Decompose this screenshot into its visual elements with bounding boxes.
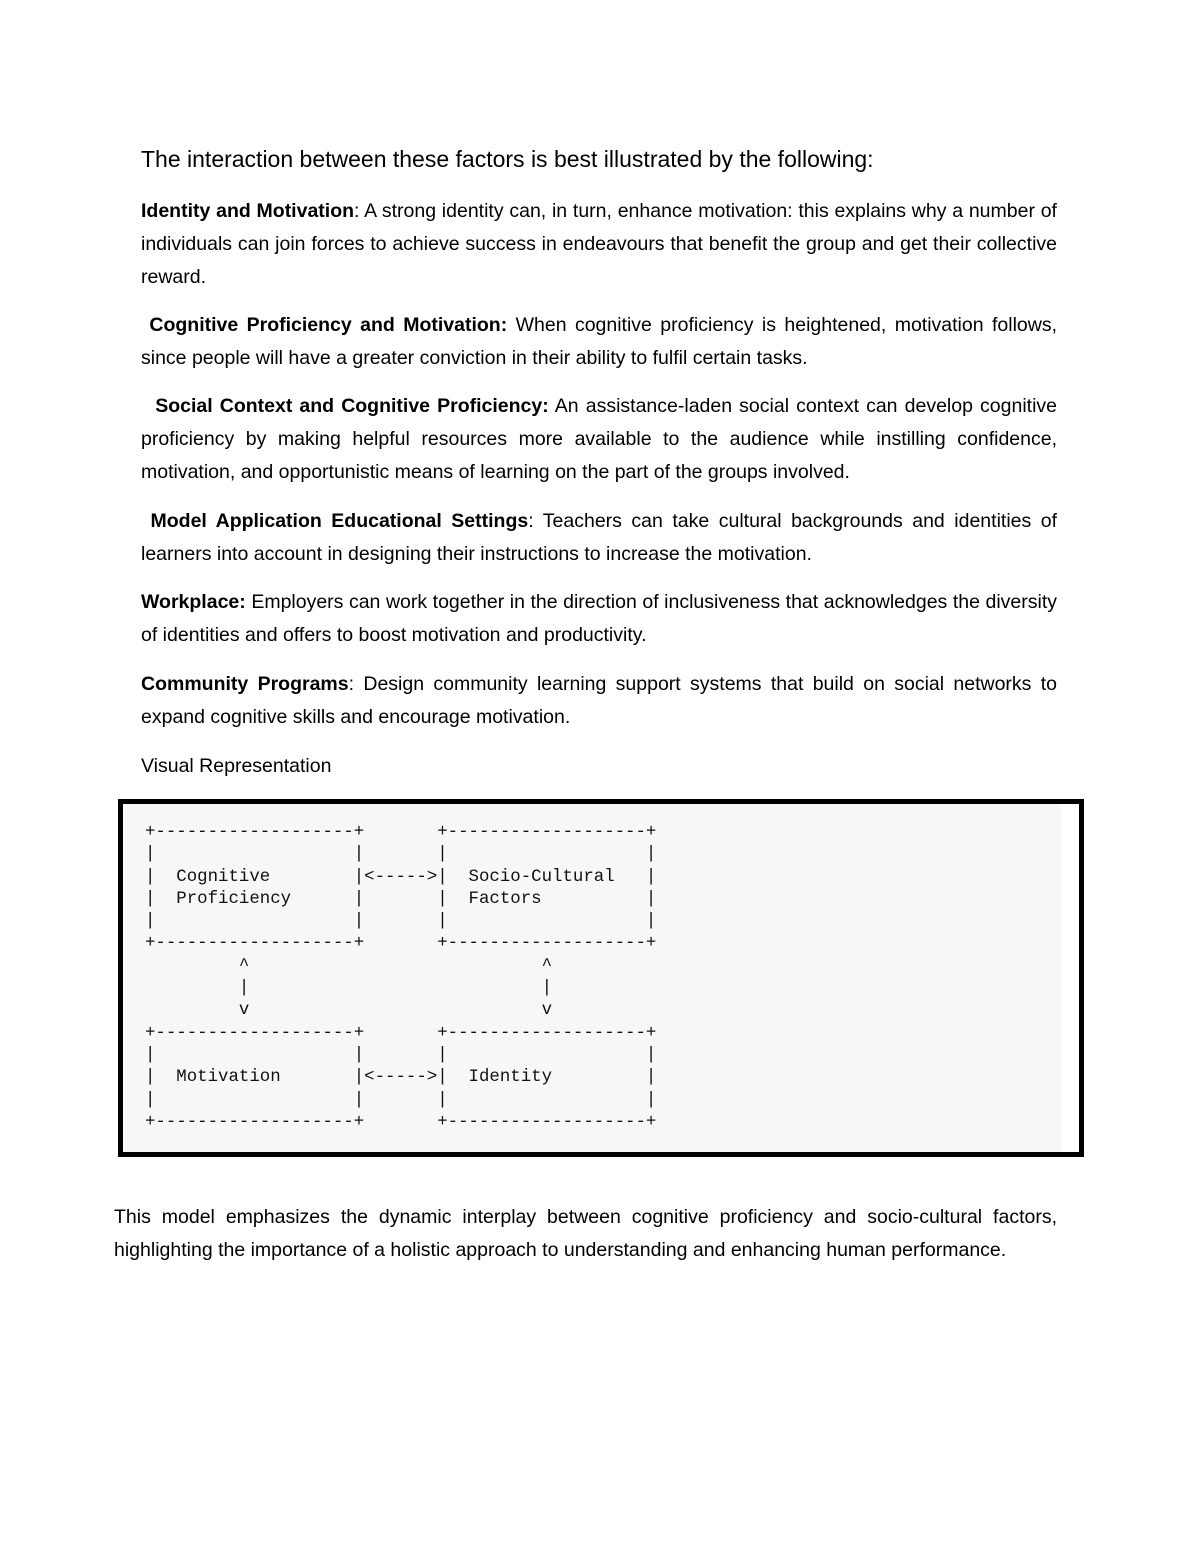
paragraph-text: An assistance-laden social context can develop cognitive proficiency by making helpful resources more available to the audience while instilling confidence, motivation, and opportunistic means of learning on the part of the groups involved. <box>141 395 1057 483</box>
paragraph-separator <box>507 314 515 336</box>
paragraph-text: Design community learning support systems that build on social networks to expand cognitive skills and encourage motivation. <box>141 673 1058 728</box>
paragraph-text: Teachers can take cultural backgrounds and identities of learners into account in designing their instructions to increase the motivation. <box>141 510 1058 565</box>
paragraph-cognitive-motivation <box>141 309 1057 375</box>
intro-heading: The interaction between these factors is best illustrated by the following: <box>141 146 874 172</box>
paragraph-text: A strong identity can, in turn, enhance motivation: this explains why a number of individuals can join forces to achieve success in endeavours that benefit the group and get their collective reward. <box>141 200 1057 288</box>
paragraph-term: Identity and Motivation <box>141 200 355 222</box>
paragraph-identity-motivation <box>141 195 1057 294</box>
diagram-background <box>125 804 1061 1152</box>
diagram-frame <box>118 799 1084 1157</box>
paragraph-separator: : <box>354 200 365 222</box>
paragraph-text: When cognitive proficiency is heightened, motivation follows, since people will have a greater conviction in their ability to fulfil certain tasks. <box>141 314 1057 369</box>
paragraph-educational-settings <box>141 505 1057 571</box>
ascii-diagram: +-------------------+ +-------------------+ | | | | | Cognitive |<----->| Socio-Cultural | | Proficiency | | Factors | | | | | +-------------------+ +-------------------+ ^ ^ | | v v +-------------------+ +-------------------+ | | | | | Motivation |<----->| Identity | | | | | +-------------------+ +-------------------+ <box>145 823 657 1132</box>
paragraph-separator: : <box>528 510 543 532</box>
paragraph-community-programs <box>141 668 1057 734</box>
visual-representation-label: Visual Representation <box>141 755 332 777</box>
paragraph-term: Workplace: <box>141 591 246 613</box>
paragraph-term: Cognitive Proficiency and Motivation: <box>141 314 508 336</box>
paragraph-separator: : <box>348 673 364 695</box>
paragraph-text: Employers can work together in the direction of inclusiveness that acknowledges the diversity of identities and offers to boost motivation and productivity. <box>141 591 1057 646</box>
paragraph-workplace <box>141 586 1057 652</box>
paragraph-social-context <box>141 390 1057 489</box>
conclusion-paragraph: This model emphasizes the dynamic interplay between cognitive proficiency and socio-cultural factors, highlighting the importance of a holistic approach to understanding and enhancing human performance. <box>114 1206 1057 1261</box>
paragraph-term: Social Context and Cognitive Proficiency: <box>141 395 549 417</box>
paragraph-term: Model Application Educational Settings <box>141 510 529 532</box>
paragraph-term: Community Programs <box>141 673 349 695</box>
